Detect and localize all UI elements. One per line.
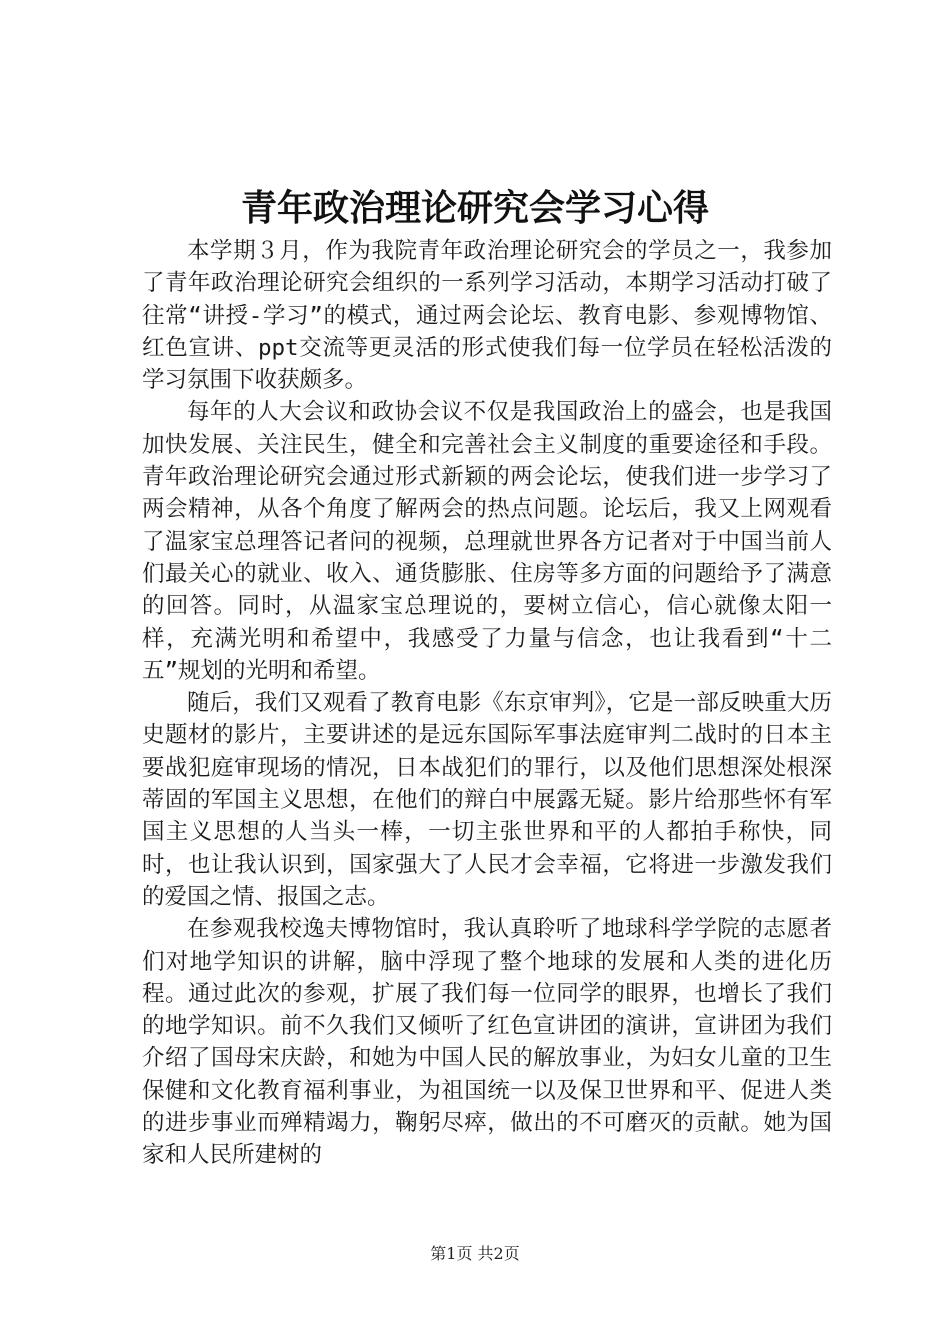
document-body <box>142 235 832 1172</box>
paragraph-1: 本学期３月，作为我院青年政治理论研究会的学员之一，我参加了青年政治理论研究会组织的一系列学习活动，本期学习活动打破了往常“讲授-学习”的模式，通过两会论坛、教育电影、参观博物馆、红色宣讲、ppt交流等更灵活的形式使我们每一位学员在轻松活泼的学习氛围下收获颇多。 <box>142 238 832 394</box>
page-number-indicator: 第1页 共2页 <box>430 1244 520 1263</box>
page-footer <box>0 1243 950 1265</box>
paragraph-3: 随后，我们又观看了教育电影《东京审判》，它是一部反映重大历史题材的影片，主要讲述的是远东国际军事法庭审判二战时的日本主要战犯庭审现场的情况，日本战犯们的罪行，以及他们思想深处根深蒂固的军国主义思想，在他们的辩白中展露无疑。影片给那些怀有军国主义思想的人当头一棒，一切主张世界和平的人都拍手称快，同时，也让我认识到，国家强大了人民才会幸福，它将进一步激发我们的爱国之情、报国之志。 <box>142 690 832 910</box>
document-title: 青年政治理论研究会学习心得 <box>240 187 709 229</box>
paragraph-4: 在参观我校逸夫博物馆时，我认真聆听了地球科学学院的志愿者们对地学知识的讲解，脑中浮现了整个地球的发展和人类的进化历程。通过此次的参观，扩展了我们每一位同学的眼界，也增长了我们的地学知识。前不久我们又倾听了红色宣讲团的演讲，宣讲团为我们介绍了国母宋庆龄，和她为中国人民的解放事业，为妇女儿童的卫生保健和文化教育福利事业，为祖国统一以及保卫世界和平、促进人类的进步事业而殚精竭力，鞠躬尽瘁，做出的不可磨灭的贡献。她为国家和人民所建树的 <box>142 916 832 1169</box>
paragraph-2: 每年的人大会议和政协会议不仅是我国政治上的盛会，也是我国加快发展、关注民生，健全和完善社会主义制度的重要途径和手段。青年政治理论研究会通过形式新颖的两会论坛，使我们进一步学习了两会精神，从各个角度了解两会的热点问题。论坛后，我又上网观看了温家宝总理答记者问的视频，总理就世界各方记者对于中国当前人们最关心的就业、收入、通货膨胀、住房等多方面的问题给予了满意的回答。同时，从温家宝总理说的，要树立信心，信心就像太阳一样，充满光明和希望中，我感受了力量与信念，也让我看到“十二五”规划的光明和希望。 <box>142 399 832 684</box>
